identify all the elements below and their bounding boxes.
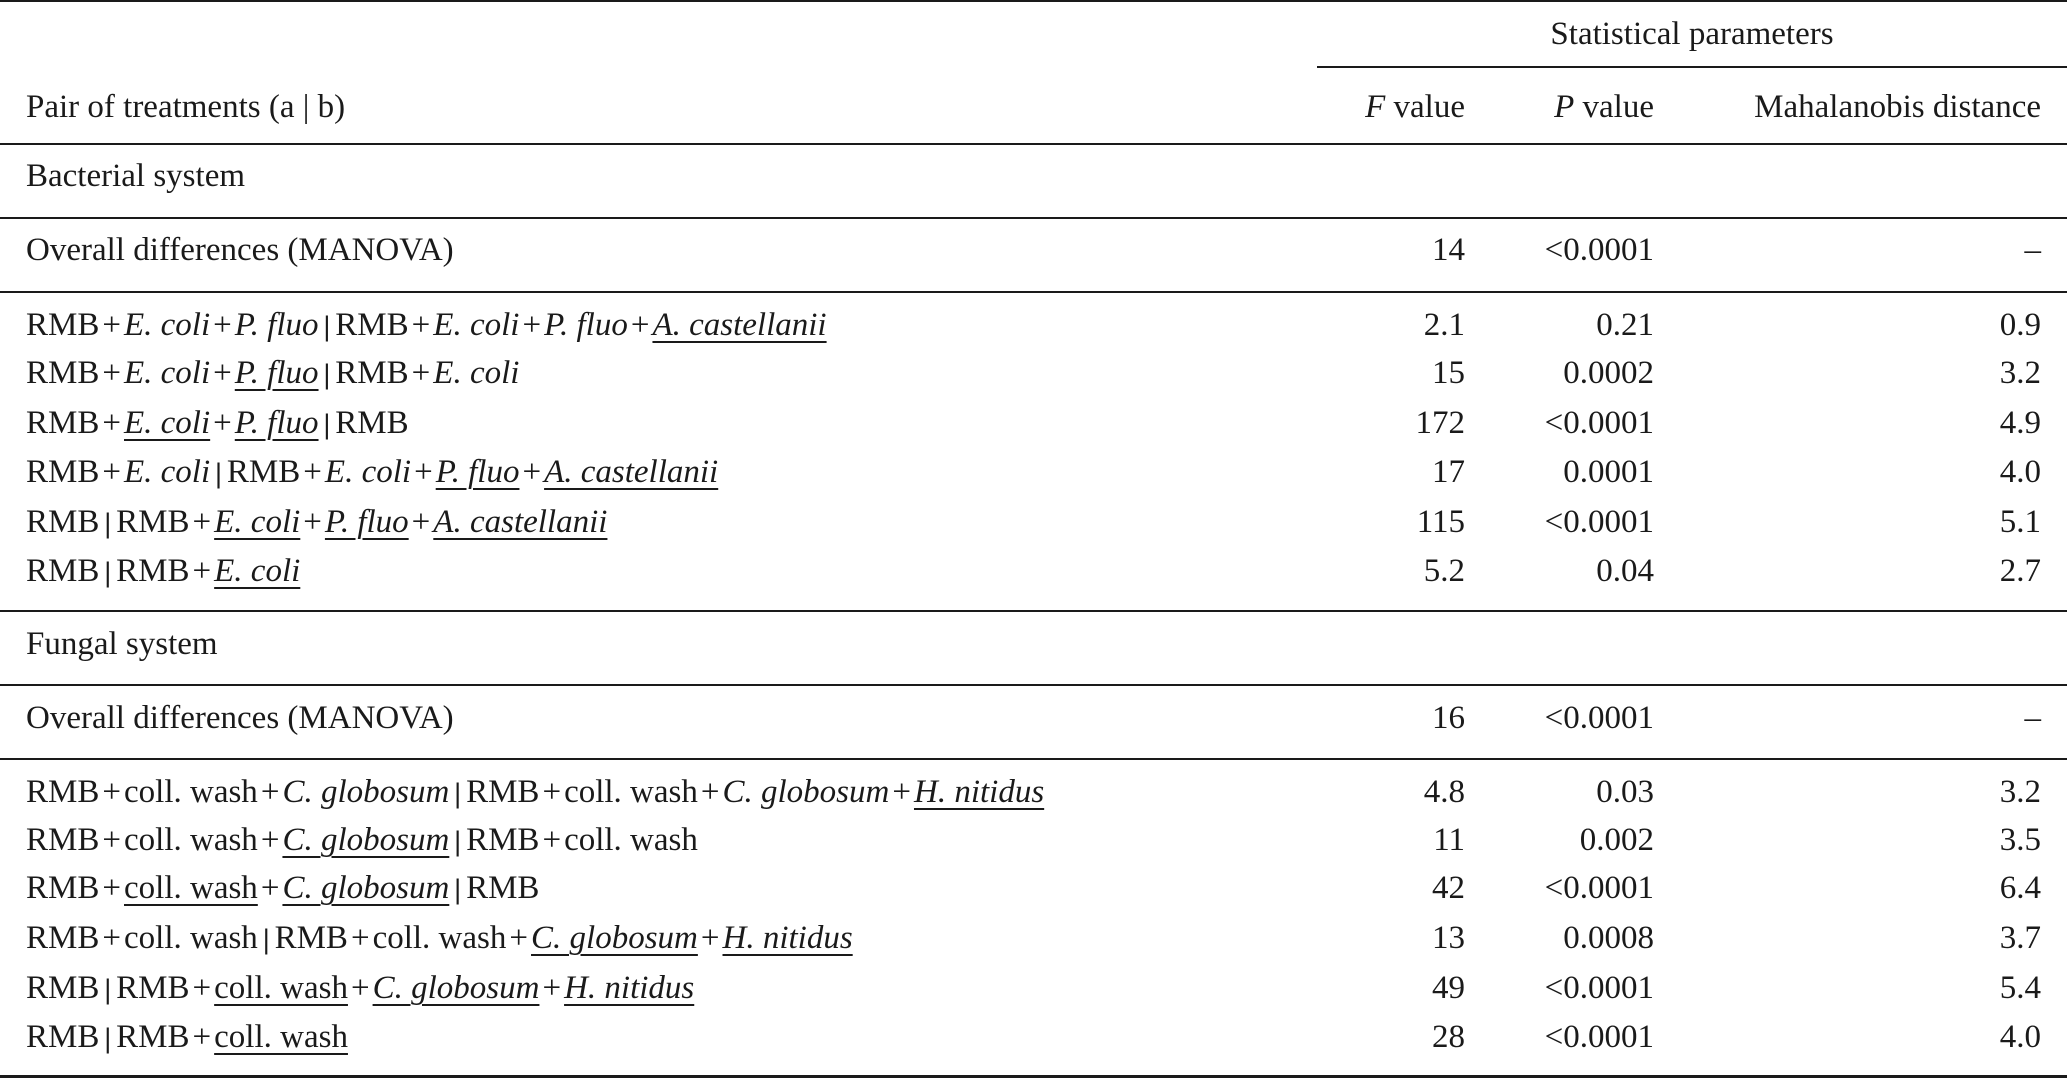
fungal-row-4-p: <0.0001	[1544, 970, 1654, 1006]
fungal-row-5-p: <0.0001	[1544, 1019, 1654, 1055]
bacterial-row-1-md: 3.2	[1999, 355, 2041, 391]
bacterial-row-4-md: 5.1	[1999, 504, 2041, 540]
bacterial-row-0-pair: RMB+E. coli+P. fluo | RMB+E. coli+P. fluo+A. castellanii	[26, 307, 827, 343]
fungal-row-3-f: 13	[1432, 920, 1465, 956]
fungal-row-0-f: 4.8	[1423, 774, 1465, 810]
bacterial-row-1-f: 15	[1432, 355, 1465, 391]
header-bottom-rule	[0, 143, 2067, 145]
header-statistical-parameters: Statistical parameters	[1550, 16, 1834, 52]
section-title-fungal: Fungal system	[26, 626, 218, 662]
header-group-rule	[1317, 66, 2067, 68]
bacterial-row-5-pair: RMB | RMB+E. coli	[26, 553, 301, 589]
fungal-row-1-md: 3.5	[1999, 822, 2041, 858]
section-rule	[0, 610, 2067, 612]
bacterial-row-1-p: 0.0002	[1563, 355, 1654, 391]
bacterial-row-4-f: 115	[1416, 504, 1465, 540]
bacterial-overall-p: <0.0001	[1544, 232, 1654, 268]
section-rule	[0, 684, 2067, 686]
header-pair-of-treatments: Pair of treatments (a | b)	[26, 89, 346, 125]
bacterial-overall-md: –	[2024, 232, 2041, 268]
fungal-row-2-pair: RMB+coll. wash+C. globosum | RMB	[26, 870, 540, 906]
bacterial-overall-f: 14	[1432, 232, 1465, 268]
fungal-overall-f: 16	[1432, 700, 1465, 736]
fungal-row-2-p: <0.0001	[1544, 870, 1654, 906]
bacterial-row-4-pair: RMB | RMB+E. coli+P. fluo+A. castellanii	[26, 504, 608, 540]
fungal-overall-md: –	[2024, 700, 2041, 736]
fungal-row-5-f: 28	[1432, 1019, 1465, 1055]
fungal-row-1-pair: RMB+coll. wash+C. globosum | RMB+coll. wash	[26, 822, 698, 858]
section-title-bacterial: Bacterial system	[26, 158, 246, 194]
bacterial-row-4-p: <0.0001	[1544, 504, 1654, 540]
fungal-overall-label: Overall differences (MANOVA)	[26, 700, 454, 736]
bacterial-row-3-f: 17	[1432, 454, 1465, 490]
header-p-value: P value	[1554, 89, 1654, 125]
fungal-row-2-md: 6.4	[1999, 870, 2041, 906]
bacterial-row-3-pair: RMB+E. coli | RMB+E. coli+P. fluo+A. castellanii	[26, 454, 719, 490]
bacterial-row-2-f: 172	[1415, 405, 1465, 441]
bacterial-overall-label: Overall differences (MANOVA)	[26, 232, 454, 268]
fungal-row-3-pair: RMB+coll. wash | RMB+coll. wash+C. globosum+H. nitidus	[26, 920, 853, 956]
bacterial-row-0-f: 2.1	[1423, 307, 1465, 343]
bacterial-row-1-pair: RMB+E. coli+P. fluo | RMB+E. coli	[26, 355, 520, 391]
bacterial-row-2-pair: RMB+E. coli+P. fluo | RMB	[26, 405, 409, 441]
fungal-row-3-p: 0.0008	[1563, 920, 1654, 956]
bacterial-row-3-p: 0.0001	[1563, 454, 1654, 490]
fungal-overall-p: <0.0001	[1544, 700, 1654, 736]
overall-rule	[0, 758, 2067, 760]
header-mahalanobis-distance: Mahalanobis distance	[1754, 89, 2041, 125]
fungal-row-4-f: 49	[1432, 970, 1465, 1006]
bacterial-row-5-f: 5.2	[1423, 553, 1465, 589]
fungal-row-5-md: 4.0	[1999, 1019, 2041, 1055]
fungal-row-4-pair: RMB | RMB+coll. wash+C. globosum+H. nitidus	[26, 970, 695, 1006]
fungal-row-4-md: 5.4	[1999, 970, 2041, 1006]
fungal-row-2-f: 42	[1432, 870, 1465, 906]
fungal-row-5-pair: RMB | RMB+coll. wash	[26, 1019, 348, 1055]
bacterial-row-0-p: 0.21	[1596, 307, 1654, 343]
fungal-row-3-md: 3.7	[1999, 920, 2041, 956]
overall-rule	[0, 291, 2067, 293]
fungal-row-0-md: 3.2	[1999, 774, 2041, 810]
bacterial-row-5-p: 0.04	[1596, 553, 1654, 589]
top-rule	[0, 0, 2067, 2]
bacterial-row-3-md: 4.0	[1999, 454, 2041, 490]
fungal-row-1-p: 0.002	[1579, 822, 1654, 858]
bacterial-row-2-md: 4.9	[1999, 405, 2041, 441]
fungal-row-1-f: 11	[1433, 822, 1465, 858]
section-rule	[0, 217, 2067, 219]
bacterial-row-5-md: 2.7	[1999, 553, 2041, 589]
header-f-value: F value	[1365, 89, 1465, 125]
bacterial-row-0-md: 0.9	[1999, 307, 2041, 343]
fungal-row-0-pair: RMB+coll. wash+C. globosum | RMB+coll. wash+C. globosum+H. nitidus	[26, 774, 1045, 810]
bacterial-row-2-p: <0.0001	[1544, 405, 1654, 441]
fungal-row-0-p: 0.03	[1596, 774, 1654, 810]
